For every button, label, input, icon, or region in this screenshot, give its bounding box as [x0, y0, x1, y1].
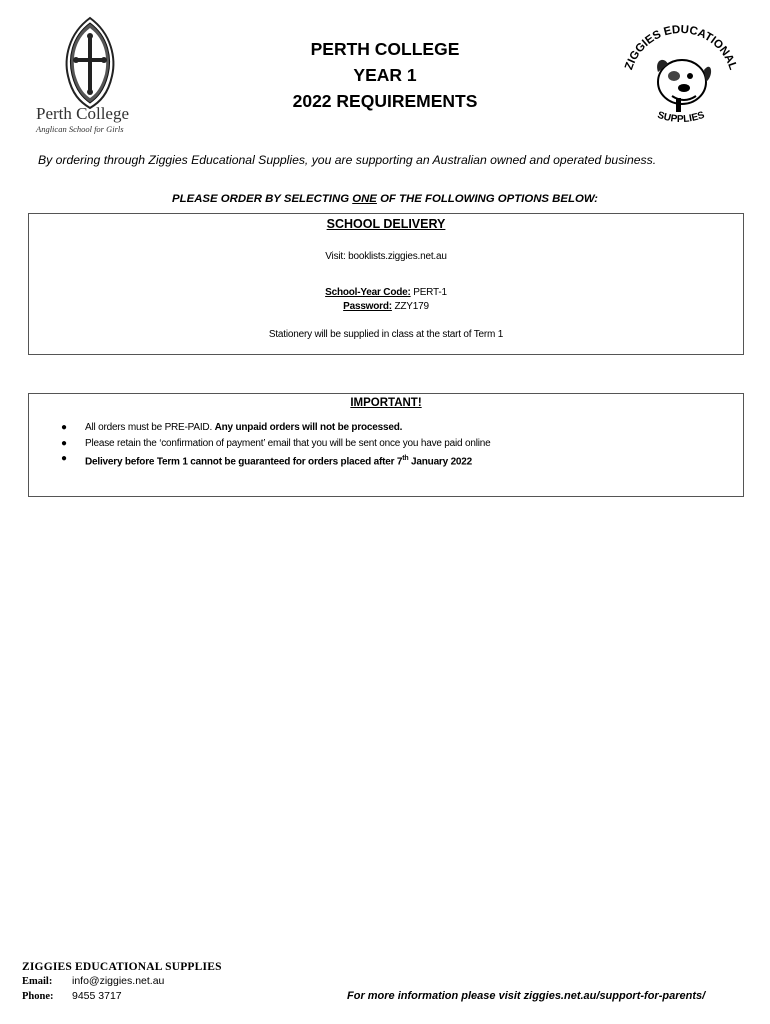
supplier-logo-top-text: ZIGGIES EDUCATIONAL	[623, 23, 739, 72]
email-label: Email:	[22, 976, 53, 987]
options-heading-before: PLEASE ORDER BY SELECTING	[172, 193, 353, 205]
school-year-code-row	[29, 287, 743, 298]
bullet-icon: ●	[61, 422, 67, 433]
item2-text: Please retain the ‘confirmation of payment’ email that you will be sent once you have paid online	[85, 437, 491, 449]
bullet-icon: ●	[61, 437, 67, 449]
school-year-code-value: PERT-1	[410, 287, 447, 298]
important-box	[28, 393, 744, 497]
item3-text-b: January 2022	[408, 456, 473, 468]
password-label: Password:	[343, 301, 392, 312]
password-value: ZZY179	[391, 301, 429, 312]
page-title	[235, 36, 535, 114]
list-item	[61, 451, 490, 470]
item3-sup: th	[402, 455, 409, 462]
footer-company: ZIGGIES EDUCATIONAL SUPPLIES	[22, 961, 222, 973]
options-heading	[0, 193, 770, 205]
svg-text:SUPPLIES	[656, 110, 707, 125]
delivery-visit-link[interactable]: Visit: booklists.ziggies.net.au	[325, 251, 447, 262]
list-item	[61, 420, 490, 436]
footer-email-row	[22, 975, 164, 987]
important-heading: IMPORTANT!	[350, 397, 422, 409]
list-item	[61, 436, 490, 452]
options-heading-emphasis: ONE	[352, 193, 377, 205]
school-delivery-box	[28, 213, 744, 355]
email-value[interactable]: info@ziggies.net.au	[72, 975, 165, 987]
ziggies-dog-logo-icon	[616, 20, 746, 132]
school-subtitle: Anglican School for Girls	[36, 124, 124, 134]
important-list	[61, 420, 490, 470]
stationery-note: Stationery will be supplied in class at the start of Term 1	[268, 329, 504, 340]
title-line-1: PERTH COLLEGE	[310, 39, 460, 59]
item3-text-a: Delivery before Term 1 cannot be guaranteed for orders placed after 7	[85, 456, 403, 468]
phone-label: Phone:	[22, 991, 54, 1002]
password-row	[29, 301, 743, 312]
intro-text: By ordering through Ziggies Educational Supplies, you are supporting an Australian owned and operated business.	[38, 153, 657, 167]
school-name: Perth College	[36, 104, 130, 123]
phone-value: 9455 3717	[72, 990, 122, 1002]
footer-phone-row	[22, 990, 122, 1002]
bullet-icon: ●	[61, 453, 67, 464]
school-year-code-label: School-Year Code:	[325, 287, 411, 298]
supplier-logo-bottom-text: SUPPLIES	[655, 109, 707, 126]
item1-bold: Any unpaid orders will not be processed.	[214, 422, 403, 433]
item1-plain: All orders must be PRE-PAID.	[85, 422, 215, 433]
options-heading-after: OF THE FOLLOWING OPTIONS BELOW:	[376, 193, 598, 205]
title-line-3: 2022 REQUIREMENTS	[292, 91, 478, 111]
delivery-heading: SCHOOL DELIVERY	[326, 217, 446, 231]
footer-more-info[interactable]: For more information please visit ziggies.net.au/support-for-parents/	[347, 990, 706, 1002]
title-line-2: YEAR 1	[353, 65, 417, 85]
